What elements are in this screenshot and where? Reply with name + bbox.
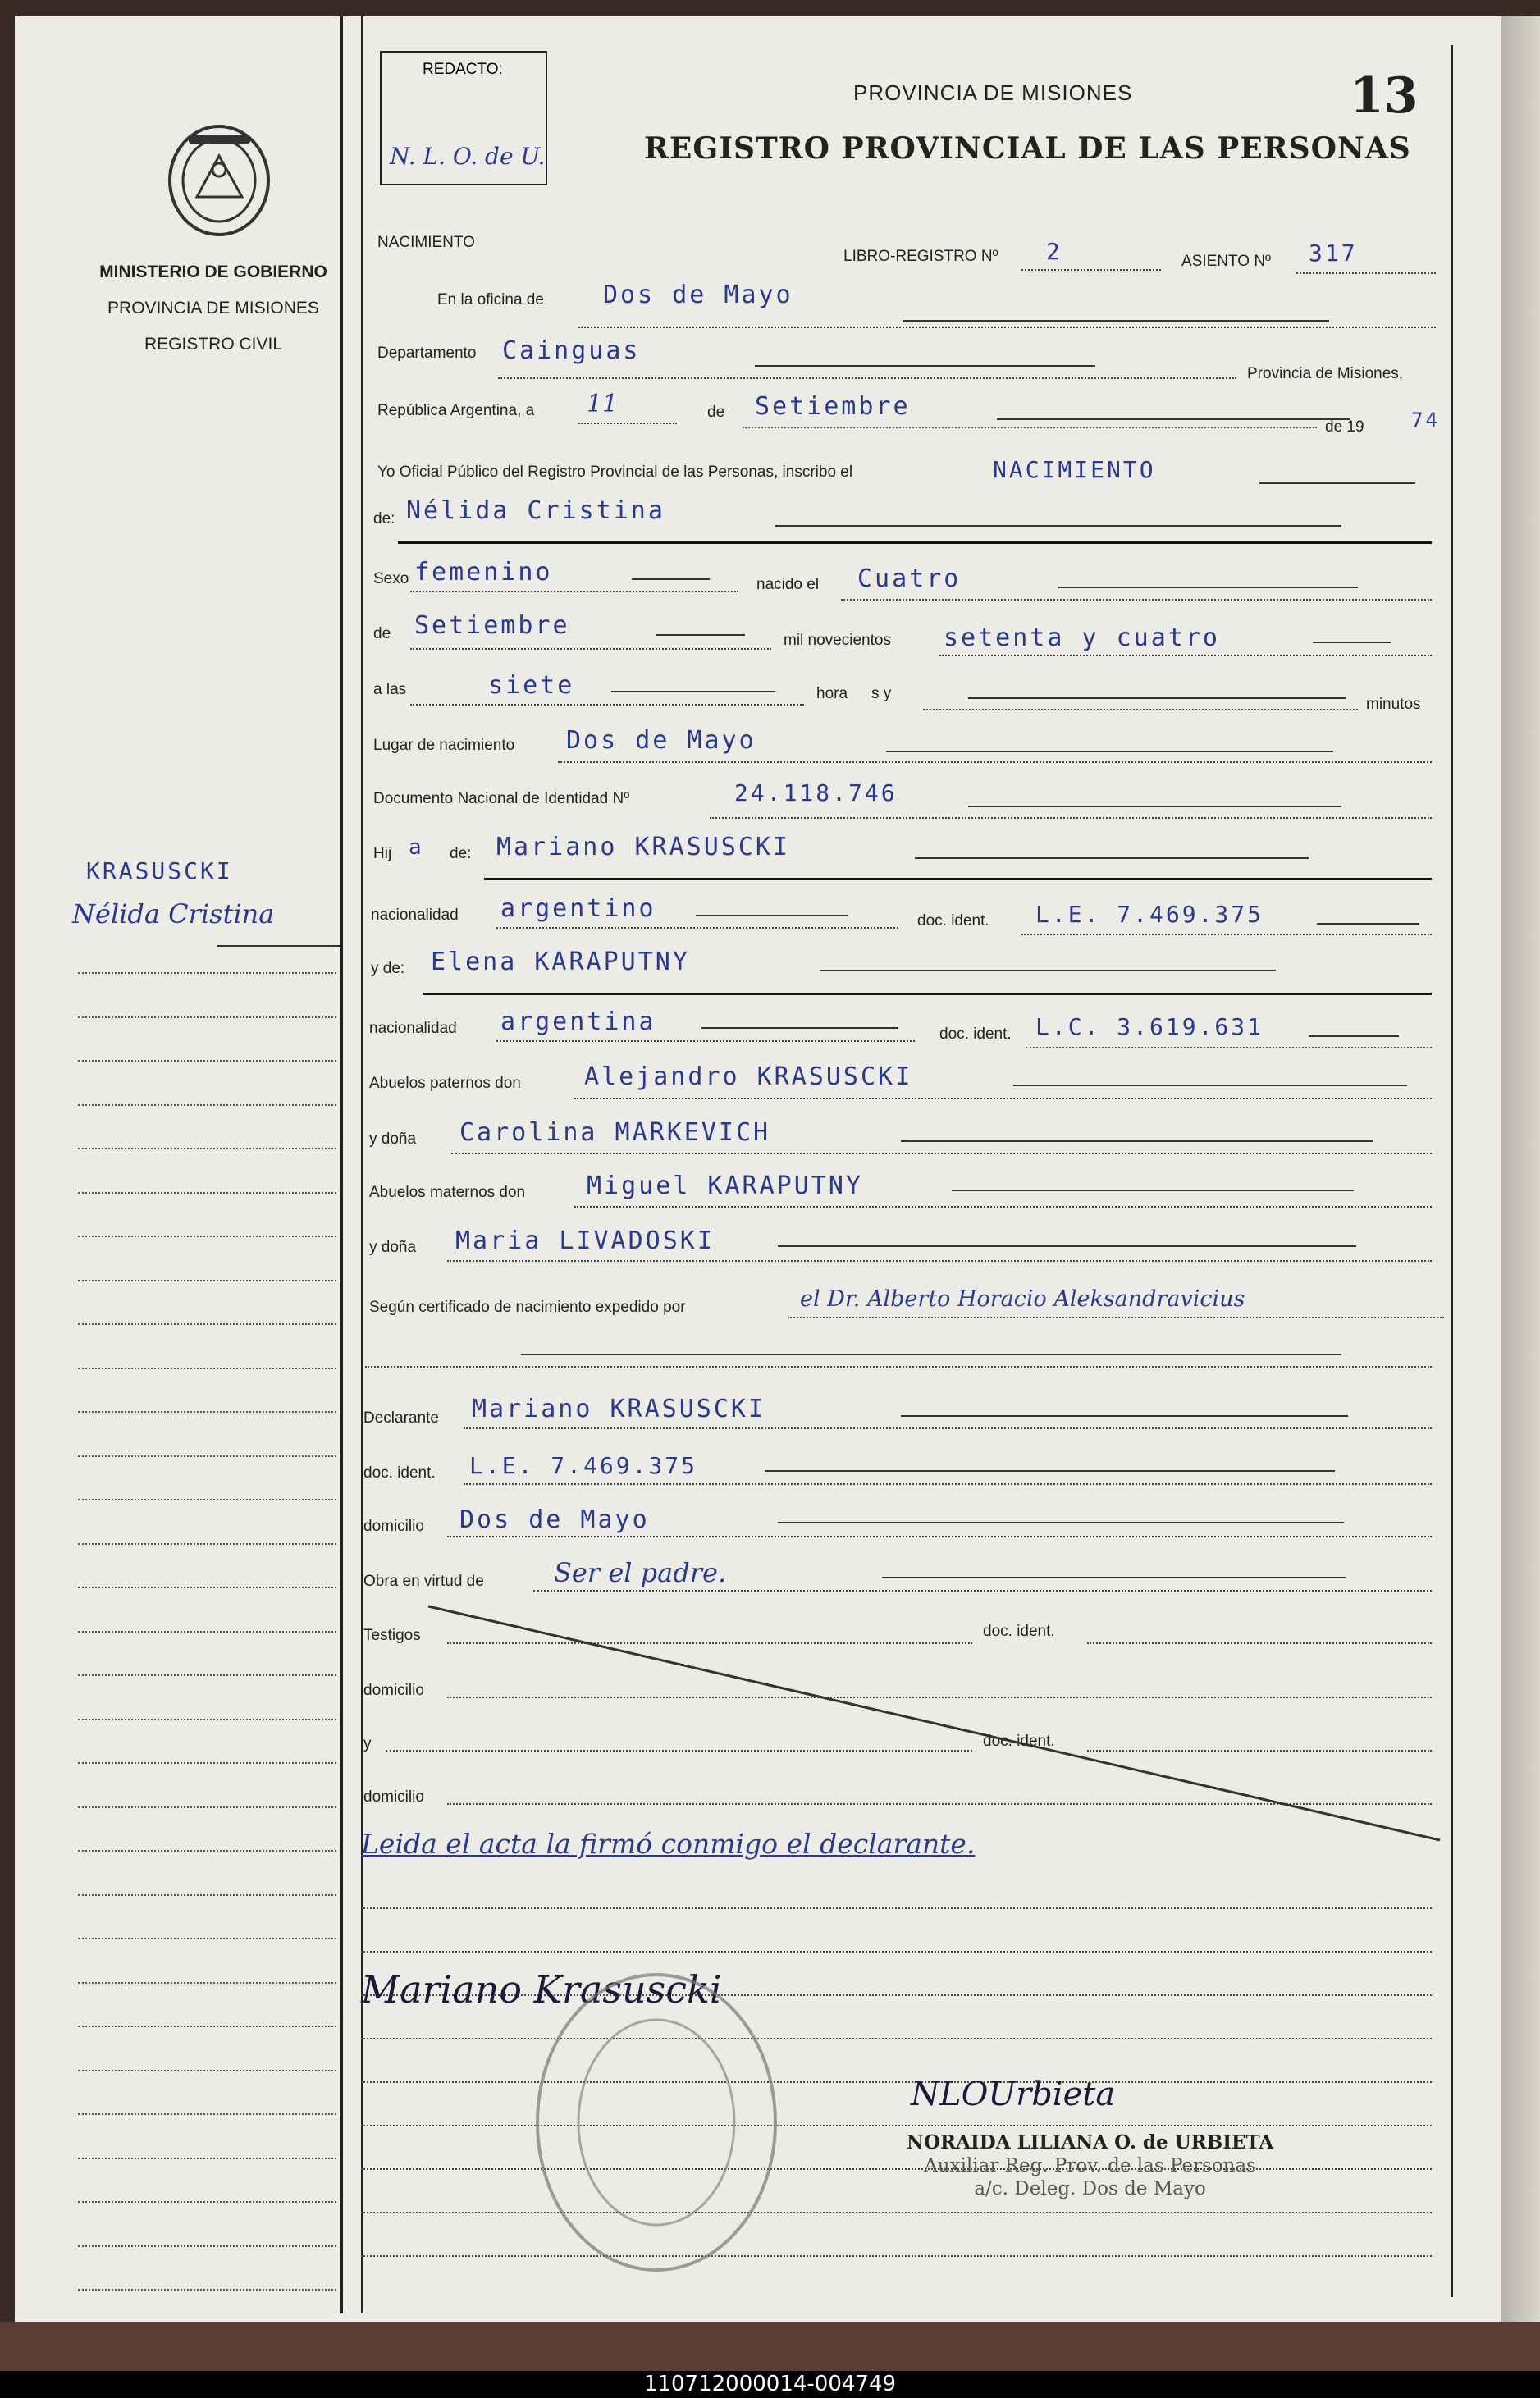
margin-ruled-line (78, 2245, 336, 2247)
oficina-label: En la oficina de (437, 291, 544, 308)
docdecl-value: L.E. 7.469.375 (469, 1452, 698, 1479)
nac1-value: argentino (500, 894, 656, 923)
hij-de-label: de: (450, 845, 472, 862)
doc2-value: L.C. 3.619.631 (1035, 1013, 1264, 1040)
lugar-label: Lugar de nacimiento (373, 737, 515, 754)
dni-value: 24.118.746 (734, 779, 898, 806)
registry-title: REGISTRO PROVINCIAL DE LAS PERSONAS (644, 131, 1411, 166)
alas-line (611, 691, 775, 692)
margin-ruled-line (78, 2026, 336, 2027)
obra-label: Obra en virtud de (363, 1573, 484, 1590)
margin-ruled-line (78, 2201, 336, 2203)
margin-ruled-line (78, 1894, 336, 1896)
abp-value: Alejandro KRASUSCKI (584, 1062, 913, 1091)
oficina-line (903, 320, 1329, 322)
margin-surname: KRASUSCKI (86, 857, 233, 884)
margin-ruled-line (78, 1806, 336, 1808)
nacido-value: Cuatro (857, 564, 962, 593)
cert-value: el Dr. Alberto Horacio Aleksandravicius (800, 1286, 1245, 1312)
minutos-label: minutos (1366, 696, 1421, 713)
margin-ruled-line (78, 1587, 336, 1588)
doc1-value: L.E. 7.469.375 (1035, 901, 1264, 928)
hora-suffix: s y (871, 685, 892, 702)
officer-delegation: a/c. Deleg. Dos de Mayo (974, 2178, 1206, 2199)
father-rule (484, 878, 1432, 880)
margin-ruled-line (78, 1148, 336, 1149)
sexo-dots (410, 591, 738, 592)
asiento-dots (1296, 272, 1436, 274)
nacido-label: nacido el (756, 576, 820, 593)
departamento-dots (498, 377, 1236, 379)
nac2-label: nacionalidad (369, 1020, 457, 1037)
redacto-initials: N. L. O. de U. (390, 143, 546, 170)
cert-line-2 (521, 1354, 1341, 1355)
obra-value: Ser el padre. (554, 1557, 727, 1588)
abm-label: Abuelos maternos don (369, 1184, 526, 1201)
asiento-label: ASIENTO Nº (1181, 253, 1271, 270)
provincia-label: Provincia de Misiones, (1247, 365, 1404, 382)
name-line (775, 525, 1341, 527)
declarante-line (901, 1415, 1348, 1417)
margin-ruled-line (78, 1631, 336, 1633)
form-ruled-line (361, 2038, 1432, 2039)
dni-label: Documento Nacional de Identidad Nº (373, 790, 630, 807)
departamento-label: Departamento (377, 345, 477, 362)
nac2-value: argentina (500, 1007, 656, 1036)
official-stamp-icon (529, 1965, 784, 2281)
departamento-value: Cainguas (502, 336, 641, 365)
doc1-line (1317, 923, 1419, 925)
name-rule (398, 541, 1432, 544)
mil-line (1313, 642, 1391, 643)
hora-line (968, 697, 1346, 699)
doc2-line (1309, 1035, 1399, 1037)
ministry-line-3: REGISTRO CIVIL (144, 335, 283, 354)
ydona1-line (901, 1140, 1373, 1142)
domicilio2-label: domicilio (363, 1682, 424, 1699)
month2-value: Setiembre (414, 611, 570, 640)
margin-ruled-line (78, 1674, 336, 1676)
dni-line (968, 806, 1341, 807)
alas-label: a las (373, 681, 407, 698)
sexo-line (632, 578, 710, 580)
margin-ruled-line (78, 1411, 336, 1413)
de-label: de (707, 404, 725, 421)
cert-dots (788, 1317, 1444, 1318)
margin-ruled-line (78, 1192, 336, 1194)
month2-dots (410, 648, 771, 650)
month-line (997, 418, 1350, 420)
doc1-dots (1021, 934, 1432, 935)
dni-dots (710, 817, 1432, 819)
obra-dots (533, 1590, 1432, 1592)
mil-label: mil novecientos (784, 632, 891, 649)
officer-signature-block (907, 2131, 1273, 2200)
de-name-label: de: (373, 510, 395, 528)
sexo-label: Sexo (373, 570, 409, 587)
nacido-dots (841, 599, 1432, 601)
margin-ruled-line (78, 1236, 336, 1237)
libro-label: LIBRO-REGISTRO Nº (843, 248, 998, 265)
oficina-dots (578, 327, 1436, 328)
nac2-dots (496, 1040, 915, 1042)
republica-label: República Argentina, a (377, 402, 535, 419)
nac1-dots (496, 927, 898, 929)
mother-rule (423, 993, 1432, 995)
record-type-label: NACIMIENTO (377, 234, 475, 251)
margin-given-names: Nélida Cristina (72, 898, 275, 930)
form-ruled-line (361, 2081, 1432, 2083)
alas-dots (410, 704, 804, 706)
margin-underline (217, 945, 340, 947)
margin-ruled-line (78, 1060, 336, 1062)
margin-ruled-line (78, 1368, 336, 1369)
doc2-dots (1026, 1047, 1432, 1048)
abp-label: Abuelos paternos don (369, 1075, 521, 1092)
form-right-border (1451, 45, 1453, 2297)
declarante-dots (464, 1427, 1432, 1429)
nac2-line (701, 1027, 898, 1029)
margin-ruled-line (78, 1280, 336, 1281)
departamento-line (755, 365, 1095, 367)
oficina-value: Dos de Mayo (603, 281, 793, 309)
binding-background (0, 2322, 1540, 2371)
day-dots (578, 423, 677, 424)
lugar-value: Dos de Mayo (566, 726, 756, 755)
province-title: PROVINCIA DE MISIONES (853, 80, 1133, 105)
docdecl-line (765, 1470, 1335, 1472)
oficial-line (1259, 482, 1415, 484)
year-label: de 19 (1325, 418, 1364, 436)
declarante-value: Mariano KRASUSCKI (472, 1395, 766, 1423)
closing-text: Leida el acta la firmó conmigo el declarante. (361, 1828, 976, 1860)
margin-ruled-line (78, 1323, 336, 1325)
hij-label: Hij (373, 845, 392, 862)
mil-dots (939, 655, 1432, 656)
abm-value: Miguel KARAPUTNY (587, 1172, 863, 1200)
ydona1-dots (451, 1153, 1432, 1154)
domicilio-dots (447, 1536, 1432, 1537)
abm-dots (574, 1206, 1432, 1208)
abp-line (1013, 1085, 1407, 1086)
ydona2-value: Maria LIVADOSKI (455, 1226, 715, 1255)
margin-ruled-line (78, 1938, 336, 1939)
ministry-heading (82, 254, 345, 363)
month2-line (656, 634, 745, 636)
abp-dots (574, 1098, 1432, 1099)
father-line (915, 857, 1309, 859)
margin-ruled-line (78, 2113, 336, 2115)
ministry-line-2: PROVINCIA DE MISIONES (107, 299, 319, 317)
domicilio3-label: domicilio (363, 1788, 424, 1806)
page-edge-shadow (1501, 16, 1540, 2322)
mil-value: setenta y cuatro (944, 623, 1220, 652)
month-value: Setiembre (755, 392, 911, 421)
lugar-dots (558, 761, 1432, 763)
margin-ruled-line (78, 1719, 336, 1720)
redacto-label: REDACTO: (423, 61, 503, 78)
margin-ruled-line (78, 972, 336, 974)
lugar-line (886, 751, 1333, 752)
page-number: 13 (1350, 67, 1419, 125)
hora-label: hora (816, 685, 848, 702)
margin-ruled-line (78, 1850, 336, 1852)
domicilio-line (778, 1522, 1344, 1523)
father-value: Mariano KRASUSCKI (496, 833, 791, 861)
margin-ruled-line (78, 2289, 336, 2291)
testigos-label: Testigos (363, 1627, 421, 1644)
form-ruled-line (361, 1951, 1432, 1953)
officer-name: NORAIDA LILIANA O. de URBIETA (907, 2131, 1274, 2154)
month-dots (743, 427, 1317, 428)
ydona2-dots (447, 1260, 1432, 1262)
ydona2-label: y doña (369, 1239, 417, 1256)
libro-value: 2 (1046, 238, 1062, 265)
margin-ruled-line (78, 1499, 336, 1500)
margin-ruled-line (78, 1016, 336, 1018)
cancel-strike-line (427, 1604, 1444, 1846)
form-ruled-line (361, 2255, 1432, 2257)
ministry-line-1: MINISTERIO DE GOBIERNO (99, 263, 327, 281)
declarante-label: Declarante (363, 1409, 439, 1427)
docdecl-label: doc. ident. (363, 1464, 436, 1482)
declarante-signature: Mariano Krasuscki (361, 1967, 722, 2012)
margin-ruled-line (78, 2158, 336, 2159)
oficial-value: NACIMIENTO (993, 456, 1156, 483)
nacido-line (1058, 587, 1358, 588)
oficial-label: Yo Oficial Público del Registro Provincial de las Personas, inscribo el (377, 464, 853, 481)
officer-title: Auxiliar Reg. Prov. de las Personas (924, 2155, 1256, 2176)
sexo-value: femenino (414, 558, 553, 587)
libro-dots (1021, 269, 1161, 271)
obra-line (882, 1577, 1346, 1578)
abm-line (952, 1190, 1354, 1191)
ydona1-label: y doña (369, 1130, 417, 1148)
domicilio-value: Dos de Mayo (459, 1505, 650, 1534)
form-ruled-line (361, 2125, 1432, 2126)
province-seal-icon (164, 119, 275, 238)
asiento-value: 317 (1309, 240, 1358, 267)
yde-label: y de: (371, 960, 405, 977)
name-value: Nélida Cristina (406, 496, 665, 525)
domicilio-label: domicilio (363, 1518, 424, 1535)
nac1-label: nacionalidad (371, 907, 459, 924)
mother-value: Elena KARAPUTNY (431, 948, 690, 976)
margin-ruled-line (78, 1982, 336, 1984)
hij-suffix: a (409, 835, 424, 860)
margin-ruled-line (78, 2070, 336, 2071)
margin-ruled-line (78, 1762, 336, 1764)
redacto-box (380, 51, 547, 185)
de2-label: de (373, 625, 391, 642)
ydona2-line (778, 1245, 1356, 1247)
ydona1-value: Carolina MARKEVICH (459, 1118, 771, 1147)
cert-label: Según certificado de nacimiento expedido por (369, 1299, 686, 1316)
day-value: 11 (587, 390, 619, 418)
docident1-label: doc. ident. (983, 1623, 1055, 1640)
year-value: 74 (1411, 409, 1440, 432)
margin-ruled-line (78, 1104, 336, 1106)
alas-value: siete (488, 671, 575, 700)
form-ruled-line (361, 1907, 1432, 1909)
officer-signature: NLOUrbieta (911, 2076, 1116, 2113)
cert-dots-2 (365, 1366, 1432, 1368)
mother-line (820, 970, 1276, 971)
margin-ruled-line (78, 1455, 336, 1457)
doc1-label: doc. ident. (917, 912, 989, 930)
doc2-label: doc. ident. (939, 1025, 1012, 1043)
y-label: y (363, 1735, 372, 1752)
nac1-line (696, 915, 848, 916)
hora-dots (923, 709, 1358, 710)
form-ruled-line (361, 2212, 1432, 2213)
docident2-label: doc. ident. (983, 1733, 1055, 1750)
document-id-footer: 110712000014-004749 (0, 2371, 1540, 2398)
margin-ruled-line (78, 1543, 336, 1545)
docdecl-dots (464, 1483, 1432, 1485)
